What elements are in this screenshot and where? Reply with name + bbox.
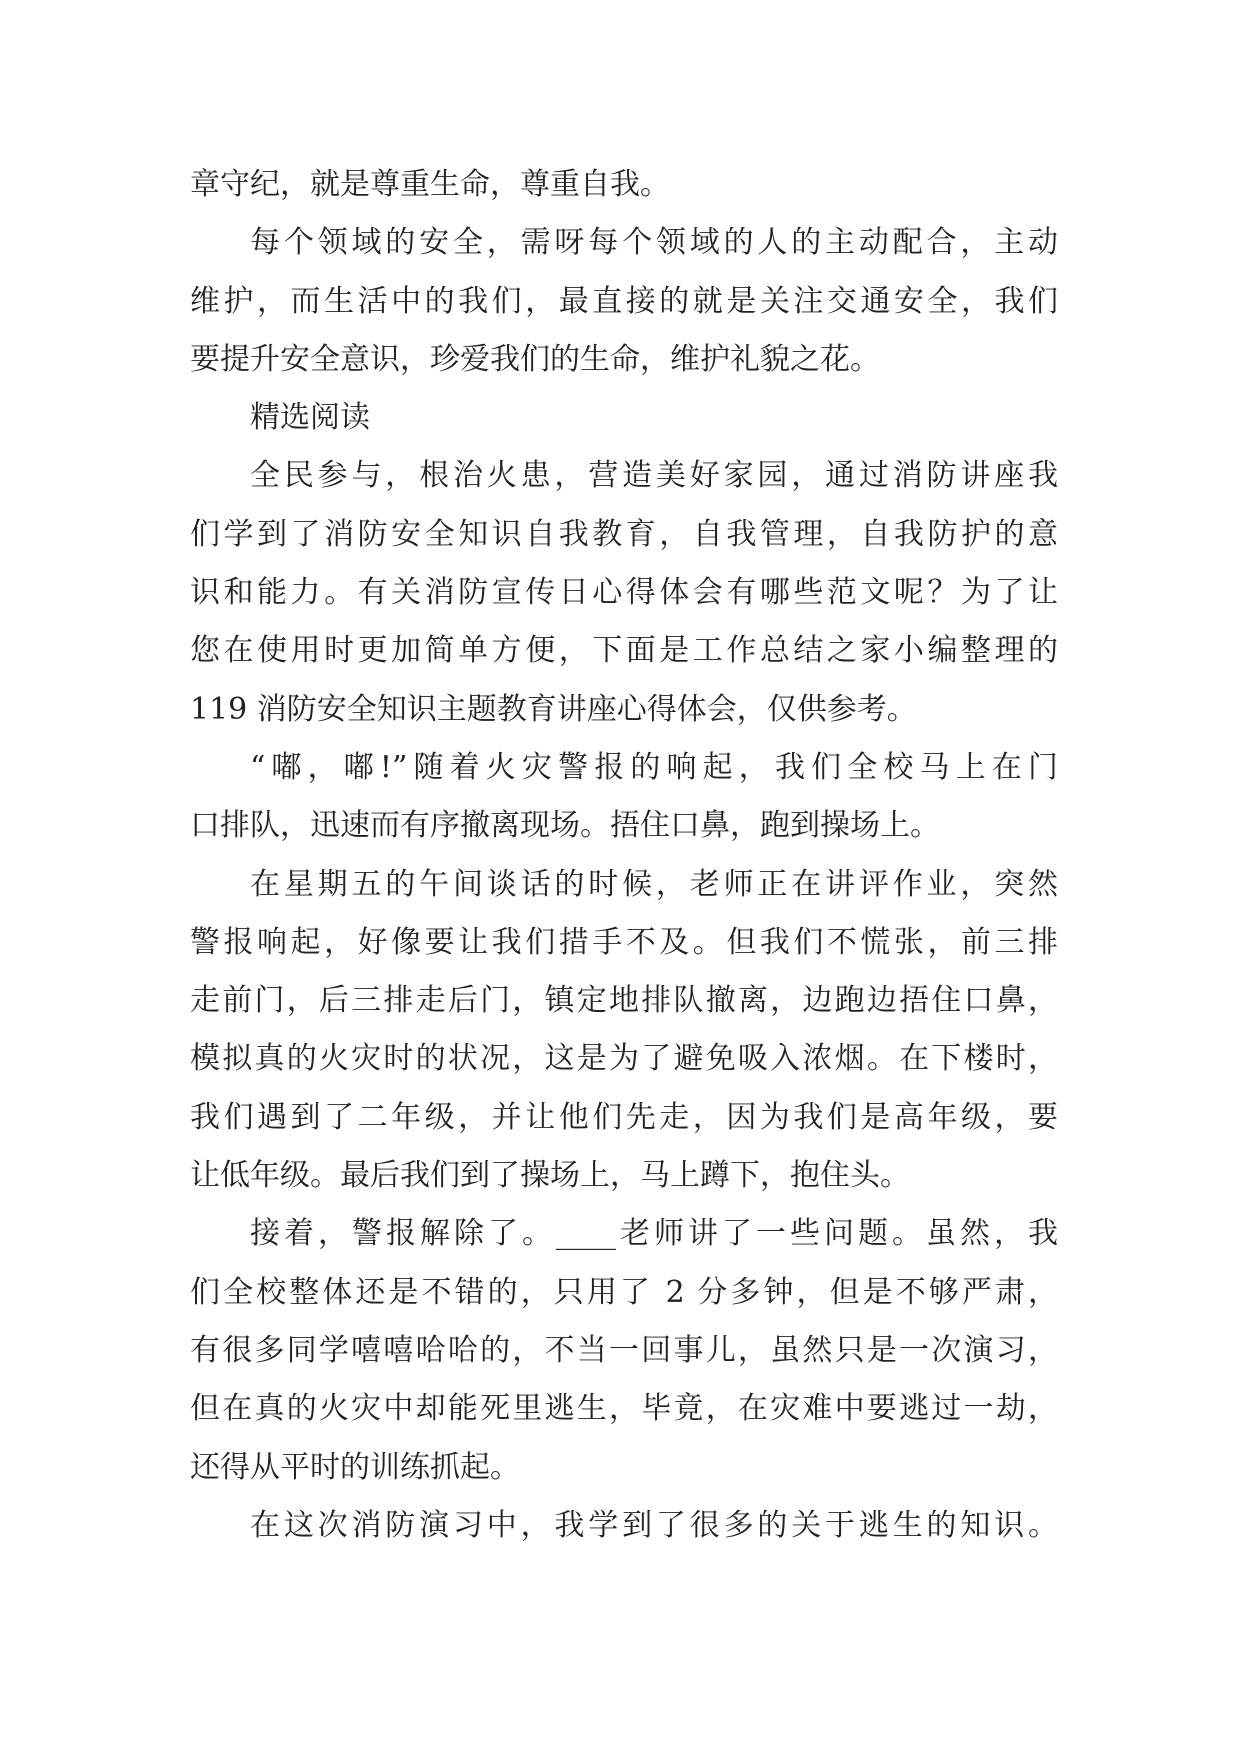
text-line: 您在使用时更加简单方便，下面是工作总结之家小编整理的: [190, 633, 1058, 669]
text-line: 章守纪，就是尊重生命，尊重自我。: [190, 167, 670, 202]
paragraph: [190, 1205, 1058, 1496]
text-line: “嘟，嘟!”随着火灾警报的响起，我们全校马上在门: [250, 749, 1058, 785]
paragraph: [190, 156, 1058, 214]
text-line: 维护，而生活中的我们，最直接的就是关注交通安全，我们: [190, 283, 1058, 319]
document-body: [190, 156, 1058, 1555]
paragraph: [190, 214, 1058, 389]
text-line: 接着，警报解除了。____老师讲了一些问题。虽然，我: [250, 1216, 1058, 1252]
text-line: 我们遇到了二年级，并让他们先走，因为我们是高年级，要: [190, 1099, 1058, 1135]
text-line: 还得从平时的训练抓起。: [190, 1449, 520, 1485]
text-line: 们全校整体还是不错的，只用了 2 分多钟，但是不够严肃，: [190, 1274, 1058, 1310]
text-line: 们学到了消防安全知识自我教育，自我管理，自我防护的意: [190, 516, 1058, 552]
text-line: 精选阅读: [250, 400, 370, 436]
paragraph: [190, 856, 1058, 1206]
paragraph: [190, 1497, 1058, 1555]
text-line: 有很多同学嘻嘻哈哈的，不当一回事儿，虽然只是一次演习，: [190, 1332, 1058, 1368]
paragraph: [190, 447, 1058, 738]
text-line: 模拟真的火灾时的状况，这是为了避免吸入浓烟。在下楼时，: [190, 1041, 1058, 1077]
paragraph: [190, 389, 1058, 447]
text-line: 要提升安全意识，珍爱我们的生命，维护礼貌之花。: [190, 341, 880, 377]
text-line: 在星期五的午间谈话的时候，老师正在讲评作业，突然: [250, 866, 1058, 902]
text-line: 全民参与，根治火患，营造美好家园，通过消防讲座我: [250, 458, 1058, 494]
text-line: 在这次消防演习中，我学到了很多的关于逃生的知识。: [250, 1507, 1058, 1543]
text-line: 但在真的火灾中却能死里逃生，毕竟，在灾难中要逃过一劫，: [190, 1391, 1058, 1427]
text-line: 警报响起，好像要让我们措手不及。但我们不慌张，前三排: [190, 924, 1058, 960]
text-line: 让低年级。最后我们到了操场上，马上蹲下，抱住头。: [190, 1158, 910, 1194]
text-line: 识和能力。有关消防宣传日心得体会有哪些范文呢？为了让: [190, 575, 1058, 611]
paragraph: [190, 739, 1058, 856]
text-line: 119 消防安全知识主题教育讲座心得体会，仅供参考。: [190, 691, 917, 727]
text-line: 口排队，迅速而有序撤离现场。捂住口鼻，跑到操场上。: [190, 808, 940, 844]
text-line: 每个领域的安全，需呀每个领域的人的主动配合，主动: [250, 225, 1058, 261]
text-line: 走前门，后三排走后门，镇定地排队撤离，边跑边捂住口鼻，: [190, 983, 1058, 1019]
